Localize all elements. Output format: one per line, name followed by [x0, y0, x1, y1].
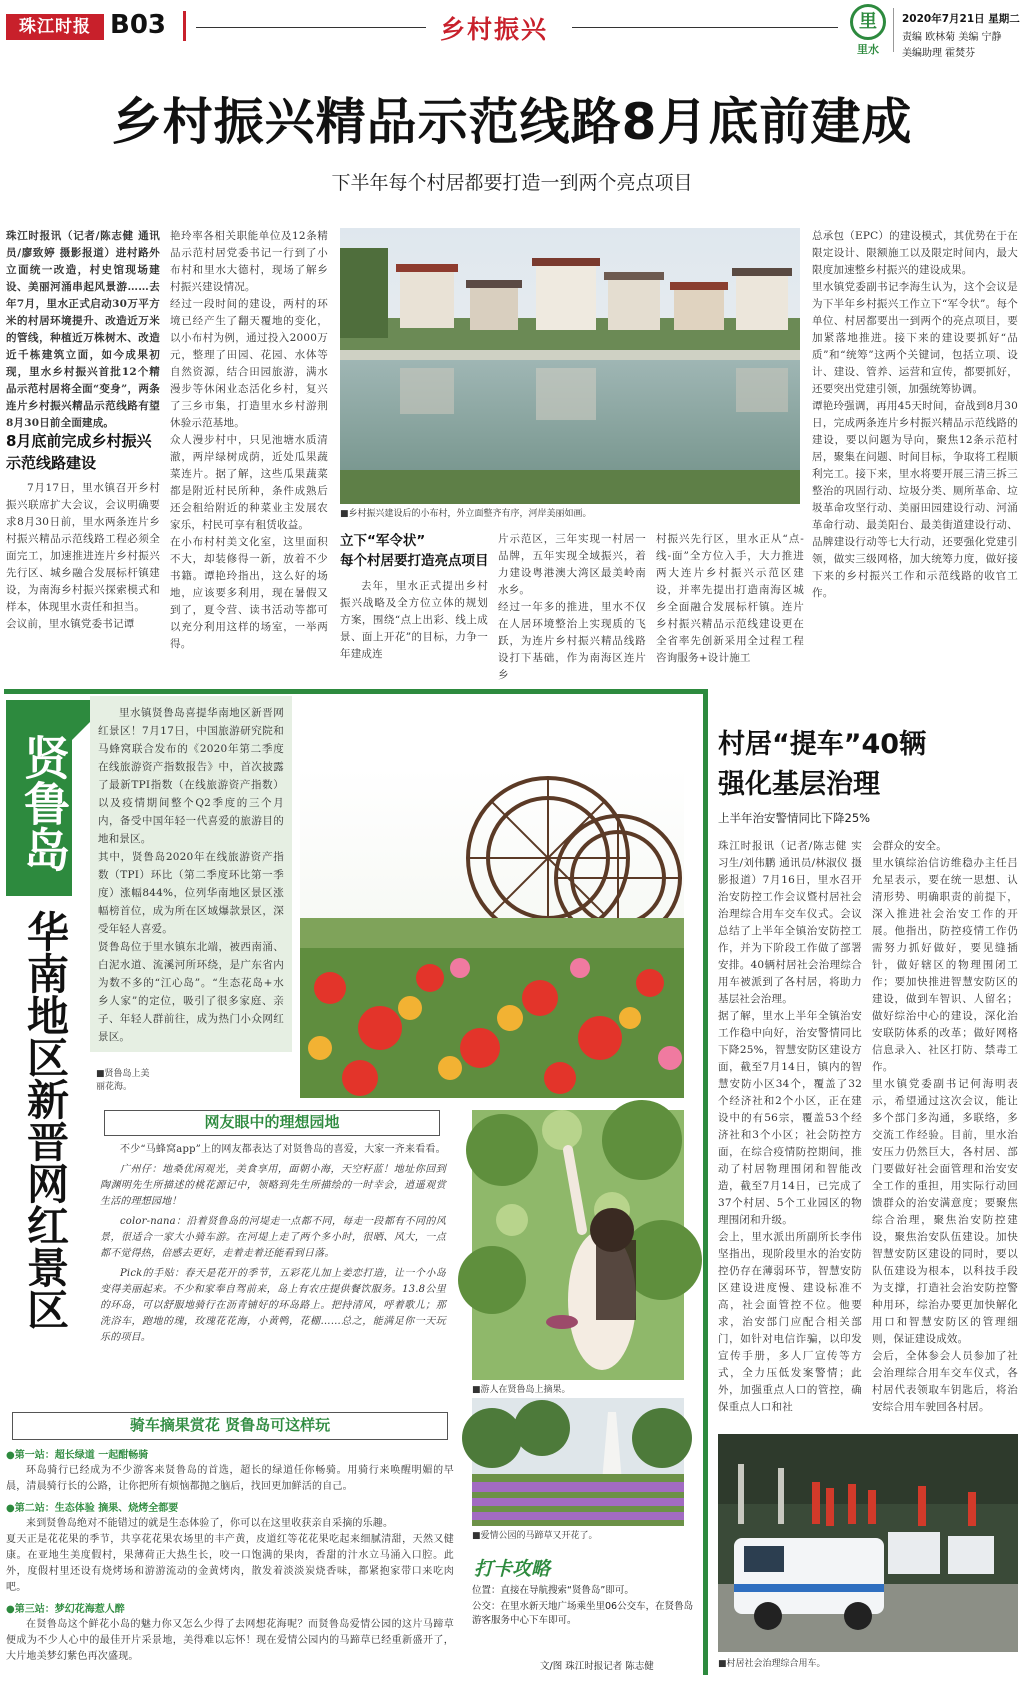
stop-1-body: 环岛骑行已经成为不少游客来贤鲁岛的首选，超长的绿道任你畅骑。用骑行来唤醒明媚的早晨，清晨骑行长的公路，让你把所有烦恼都抛之脑后，找回更加鲜活的自己。 — [6, 1465, 454, 1492]
village-river-illustration — [340, 228, 800, 504]
netizen-box — [100, 1142, 446, 1378]
xianludao-photo-flowers — [300, 768, 684, 1098]
xianludao-intro-text: 里水镇贤鲁岛喜提华南地区新晋网红景区！7月17日，中国旅游研究院和马蜂窝联合发布的《2020年第二季度在线旅游资产指数报告》中，首次披露了最新TPI指数（在线旅游资产指数）以及疫情期间整个Q2季度的三个月内，备受中国年轻一代喜爱的旅游目的地和景区。 其中，贤鲁岛2020年在线旅游资产指数（TPI）环比（第二季度环比第一季度）涨幅844%，位列华南地区景区涨幅榜首位，成为所在区域爆款景区，深受年轻人喜爱。 贤鲁岛位于里水镇东北端，被西南涌、白泥水道、流溪河所环绕，是广东省内为数不多的“江心岛”。“生态花岛+水乡人家”的定位，吸引了很多家庭、亲子、年轻人群前往，成为热门小众网红景区。 — [98, 707, 284, 1043]
xianludao-photo-fruit-picking — [472, 1110, 684, 1380]
page-number: B03 — [110, 10, 166, 40]
xianludao-photo2-caption: ■游人在贤鲁岛上摘果。 — [472, 1385, 571, 1395]
fruit-picking-illustration — [472, 1110, 684, 1380]
lead-subhead: 下半年每个村居都要打造一到两个亮点项目 — [331, 172, 693, 194]
vehicles-photo-caption: ■村居社会治理综合用车。 — [718, 1659, 826, 1669]
stop-2-title: ●第二站：生态体验 摘果、烧烤全都要 — [6, 1503, 179, 1514]
flower-sea-waterwheel-illustration — [300, 768, 684, 1098]
issue-date: 2020年7月21日 星期二 — [902, 13, 1020, 25]
lead-subheading-2: 立下“军令状” 每个村居要打造亮点项目 — [340, 533, 489, 569]
masthead-rule-right — [572, 27, 838, 28]
district-name: 里水 — [857, 43, 879, 56]
netizen-box-intro: 不少“马蜂窝app”上的网友都表达了对贤鲁岛的喜爱，大家一齐来看看。 — [120, 1144, 446, 1155]
patrol-vehicles-illustration — [718, 1434, 1018, 1652]
ride-guide-title: 骑车摘果赏花 贤鲁岛可这样玩 — [12, 1412, 448, 1440]
xianludao-byline: 文/图 珠江时报记者 陈志健 — [540, 1661, 654, 1672]
lead-intro-text: 珠江时报讯（记者/陈志健 通讯员/廖致婷 摄影报道）进村路外立面统一改造，村史馆现场建设、美丽河涌串起风景游……去年7月，里水正式启动30万平方米的村居环境提升、改造近万米的管线，种植近万株树木、改造近千栋建筑立面，如今成果初现，里水乡村振兴首批12个精品示范村居将全面“变身”，两条连片乡村振兴精品示范线路有望8月30日前全面建成。 — [6, 230, 160, 429]
stop-3-body: 在贤鲁岛这个鲜花小岛的魅力你又怎么少得了去网想花海呢？而贤鲁岛爱情公园的这片马蹄草便成为不少人心中的最佳开片采景地，美得难以忘怀！现在爱情公园内的马蹄草已经重新盛开了，大片地美梦幻紫色再次盛现。 — [6, 1619, 454, 1662]
stop-1-title: ●第一站：超长绿道 一起酣畅骑 — [6, 1450, 149, 1461]
editors-line-1: 责编 欧林菊 美编 宁静 — [902, 32, 1002, 43]
lead-subheading-1: 8月底前完成乡村振兴示范线路建设 — [6, 432, 152, 472]
stop-3-title: ●第三站：梦幻花海惹人醉 — [6, 1604, 125, 1615]
xianludao-vertical-headline: 华南地区新晋网红景区 — [21, 910, 70, 1330]
guide-location: 位置：直接在导航搜索“贤鲁岛”即可。 — [472, 1585, 634, 1596]
masthead-divider-right — [893, 8, 894, 52]
vehicles-headline-1: 村居“提车”40辆 — [718, 729, 927, 760]
netizen-box-title: 网友眼中的理想园地 — [104, 1110, 440, 1136]
lead-photo-xiaobu-village — [340, 228, 800, 504]
guide-bus: 公交：在里水新天地广场乘坐里06公交车，在贤鲁岛游客服务中心下车即可。 — [472, 1601, 694, 1626]
lead-column-1-body: 7月17日，里水镇召开乡村振兴联席扩大会议，会议明确要求8月30日前，里水两条连片乡村振兴精品示范线路工程必须全面完工，加速推进连片乡村振兴先行区、城乡融合发展标杆镇建设，为南海乡村振兴探索模式和样本，体现里水责任和担当。 会议前，里水镇党委书记谭 — [6, 482, 160, 630]
lead-column-6: 总承包（EPC）的建设模式，其优势在于在限定设计、限额施工以及限定时间内，最大限度加速整乡村振兴的建设成果。 里水镇党委副书记李海生认为，这个会议是为下半年乡村振兴工作立下“军令状”。每个单位、村居都要出一到两个的亮点项目，要加紧落地推进。接下来的建设要抓好“品质”和“统筹”这两个关键词，包括立项、设计、建设、管养、运营和宣传，都要抓好，还要突出党建引领，加强统筹协调。 谭艳玲强调，再用45天时间，奋战到8月30日，完成两条连片乡村振兴精品示范线路的建设，要以问题为导向，聚焦12条示范村居，聚集在问题、时间目标，争取将工程顺利完工。接下来，里水将要开展三清三拆三整治的巩固行动、垃圾分类、厕所革命、垃圾革命攻坚行动、美丽田园建设行动、河涌革命行动、最美阳台、最美街道建设行动、品牌建设行动等七大行动，还要强化党建引领，做实三级网格，加大统筹力度，做好接下来的乡村振兴工作和示范线路的收官工作。 — [812, 230, 1018, 599]
lead-column-1 — [6, 228, 160, 664]
editors-line-2: 美编助理 霍焚芬 — [902, 48, 976, 59]
district-logo — [848, 4, 888, 56]
vehicles-photo — [718, 1434, 1018, 1652]
paper-name-logo: 珠江时报 — [6, 14, 104, 40]
vehicles-subhead: 上半年治安警情同比下降25% — [718, 811, 871, 825]
district-logo-circle: 里 — [850, 4, 886, 40]
xianludao-photo-love-park — [472, 1398, 684, 1526]
xianludao-intro-box — [90, 696, 292, 1052]
masthead-rule-left — [196, 27, 426, 28]
masthead — [0, 0, 1024, 60]
love-park-flowers-illustration — [472, 1398, 684, 1526]
lead-photo-caption: ■乡村振兴建设后的小布村，外立面整齐有序，河岸美丽如画。 — [340, 509, 592, 519]
checkin-guide-title: 打卡攻略 — [474, 1558, 551, 1580]
netizen-comment-2: color-nana：沿着贤鲁岛的河堤走一点都不同，每走一段都有不同的风景，很适合一家大小骑车游。在河堤上走了两个多小时，很晒、风大，一点都不觉得热，倍感去更好，走着走着还能看到日落。 — [100, 1216, 446, 1259]
lead-column-5-body: 村振兴先行区，里水正从“点-线-面”全方位入手，大力推进两大连片乡村振兴示范区建设，并率先提出打造南海区城乡全面融合发展标杆镇。连片乡村振兴精品示范线建设更在全省率先创新采用全过程工程咨询服务+设计施工 — [656, 533, 804, 664]
netizen-comment-3: Pick的手贴：春天是花开的季节，五彩花儿加上姜恋打造，让一个小岛变得美丽起来。不少和家奉自驾前来，岛上有农庄提供餐饮服务。13.8公里的环岛，可以舒服地骑行在沥青铺好的环岛路上。把持清风，呼着歌儿；那洗浴车，跑地的瑰，玫瑰花花海，小黄鸭，花棚……总之，能满足你一天玩乐的项目。 — [100, 1268, 446, 1343]
vehicles-column-1: 珠江时报讯（记者/陈志健 实习生/刘伟鹏 通讯员/林淑仪 摄影报道）7月16日，里水召开治安防控工作会议暨村居社会治理综合用车交车仪式。会议总结了上半年全镇治安防控工作，并为下阶段工作做了部署安排。40辆村居社会治理综合用车被派到了各村居，将助力基层社会治理。 据了解，里水上半年全镇治安工作稳中向好，治安警情同比下降25%，智慧安防区建设方面，截至7月14日，镇内的智慧安防小区34个，覆盖了32个经济社和2个小区，正在建设中的有56宗，覆盖53个经济社和3个小区；社会防控方面，在综合疫情防控期间，推动了村居物理围闭和智能改造，截至7月14日，已完成了37个村居、5个工业园区的物理围闭和升级。 会上，里水派出所副所长李伟坚指出，现阶段里水的治安防控仍存在薄弱环节，智慧安防区建设进度慢、建设标准不高，社会面管控不位。他要求，治安部门应配合相关部门，如针对电信诈骗，以印发宣传手册，多人厂宣传等方式，全力压低发案警情；此外，加强重点人口的管控，确保重点人口和社 — [718, 840, 862, 1413]
ride-stops — [6, 1448, 454, 1674]
masthead-divider-left — [183, 11, 186, 41]
xianludao-photo1-caption: ■贤鲁岛上美丽花海。 — [96, 1069, 150, 1092]
lead-headline: 乡村振兴精品示范线路8月底前建成 — [111, 93, 913, 151]
lead-column-4-body: 片示范区，三年实现一村居一品牌，五年实现全域振兴，着力建设粤港澳大湾区最美岭南水乡。 经过一年多的推进，里水不仅在人居环境整治上实现质的飞跃，为连片乡村振兴精品线路设打下基础，作为南海区连片乡 — [498, 533, 646, 681]
lead-column-3-body: 去年，里水正式提出乡村振兴战略及全方位立体的规划方案，围绕“点上出彩、线上成景、面上开花”的目标，力争一年建成连 — [340, 580, 488, 660]
vehicles-headline-2: 强化基层治理 — [718, 769, 880, 800]
vehicles-column-2: 会群众的安全。 里水镇综治信访维稳办主任吕允星表示，要在统一思想、认清形势、明确职责的前提下，深入推进社会治安工作的开展。他指出，防控疫情工作仍需努力抓好做好，要见缝插针，做好辖区的物理围闭工作；要加快推进智慧安防区的建设，做到车智识、人留名；做好综治中心的建设，深化治安联防体系的改革；做好网格信息录入、社区打防、禁毒工作。 里水镇党委副书记何海明表示，希望通过这次会议，能让多个部门多沟通，多联络，多交流工作经验。目前，里水治安压力仍然巨大，各村居、部门要做好社会面管理和治安安全工作的重担，用实际行动回馈群众的治安满意度；要聚焦综合治理，聚焦治安防控建设，聚焦治安队伍建设。加快智慧安防区建设的同时，要以队伍建设为根本，以科技手段为支撑，打造社会治安防控警种用环，综治办要更加快解化用口和智慧安防区的管理细则，保证建设成效。 会后，全体参会人员参加了社会治理综合用车交车仪式，各村居代表领取车钥匙后，将治安综合用车驶回各村居。 — [872, 840, 1018, 1413]
lead-column-2: 艳玲率各相关职能单位及12条精品示范村居党委书记一行到了小布村和里水大德村，现场了解乡村振兴建设情况。 经过一段时间的建设，两村的环境已经产生了翻天覆地的变化，以小布村为例，通过投入2000万元，整理了田园、花园、水体等自然资源，结合田园旅游，满水漫步等休闲业态活化乡村，复兴了三乡市集，打造里水乡村游荆休验示范基地。 众人漫步村中，只见池塘水质清澈，两岸绿树成荫，近处瓜果蔬菜连片。据了解，这些瓜果蔬菜都是附近村民所种，条件成熟后还会租给附近的种菜业主发展农家乐，村民可享有租赁收益。 在小布村村美文化室，这里面积不大，却装修得一新，放着不少书籍。谭艳玲指出，这么好的场地，应该要多利用，现在暑假又到了，夏令营、读书活动等都可以充分利用这样的场室，一举两得。 — [170, 230, 328, 650]
section-title: 乡村振兴 — [440, 15, 549, 44]
netizen-comment-1: 广州仔：地桑优闲观光，美食享用，面朝小海，天空籽蓝！地址你回到陶渊明先生所描述的桃花源记中，领略到先生所描绘的一时幸会，逍遥观赏生活的理想园地！ — [100, 1164, 446, 1207]
xianludao-photo3-caption: ■爱情公园的马蹄草又开花了。 — [472, 1531, 598, 1541]
xianludao-title-badge: 贤鲁岛 — [6, 700, 72, 896]
stop-2-body: 来到贤鲁岛绝对不能错过的就是生态体验了，你可以在这里收获亲自采摘的乐趣。 夏天正是花花果的季节，共享花花果农场里的丰产黄，皮道红等花花果吃起来细腻清甜，天然又健康。在亚地生美度假村，果薄荷正大热生长，咬一口饱满的果肉，香甜的汁水立马涌入口腔。此外，度假村里还设有烧烤场和游游流动的金黄烤肉，散发着淡淡炭烧香味，都紧抱家带口来吃肉吧。 — [6, 1518, 454, 1593]
